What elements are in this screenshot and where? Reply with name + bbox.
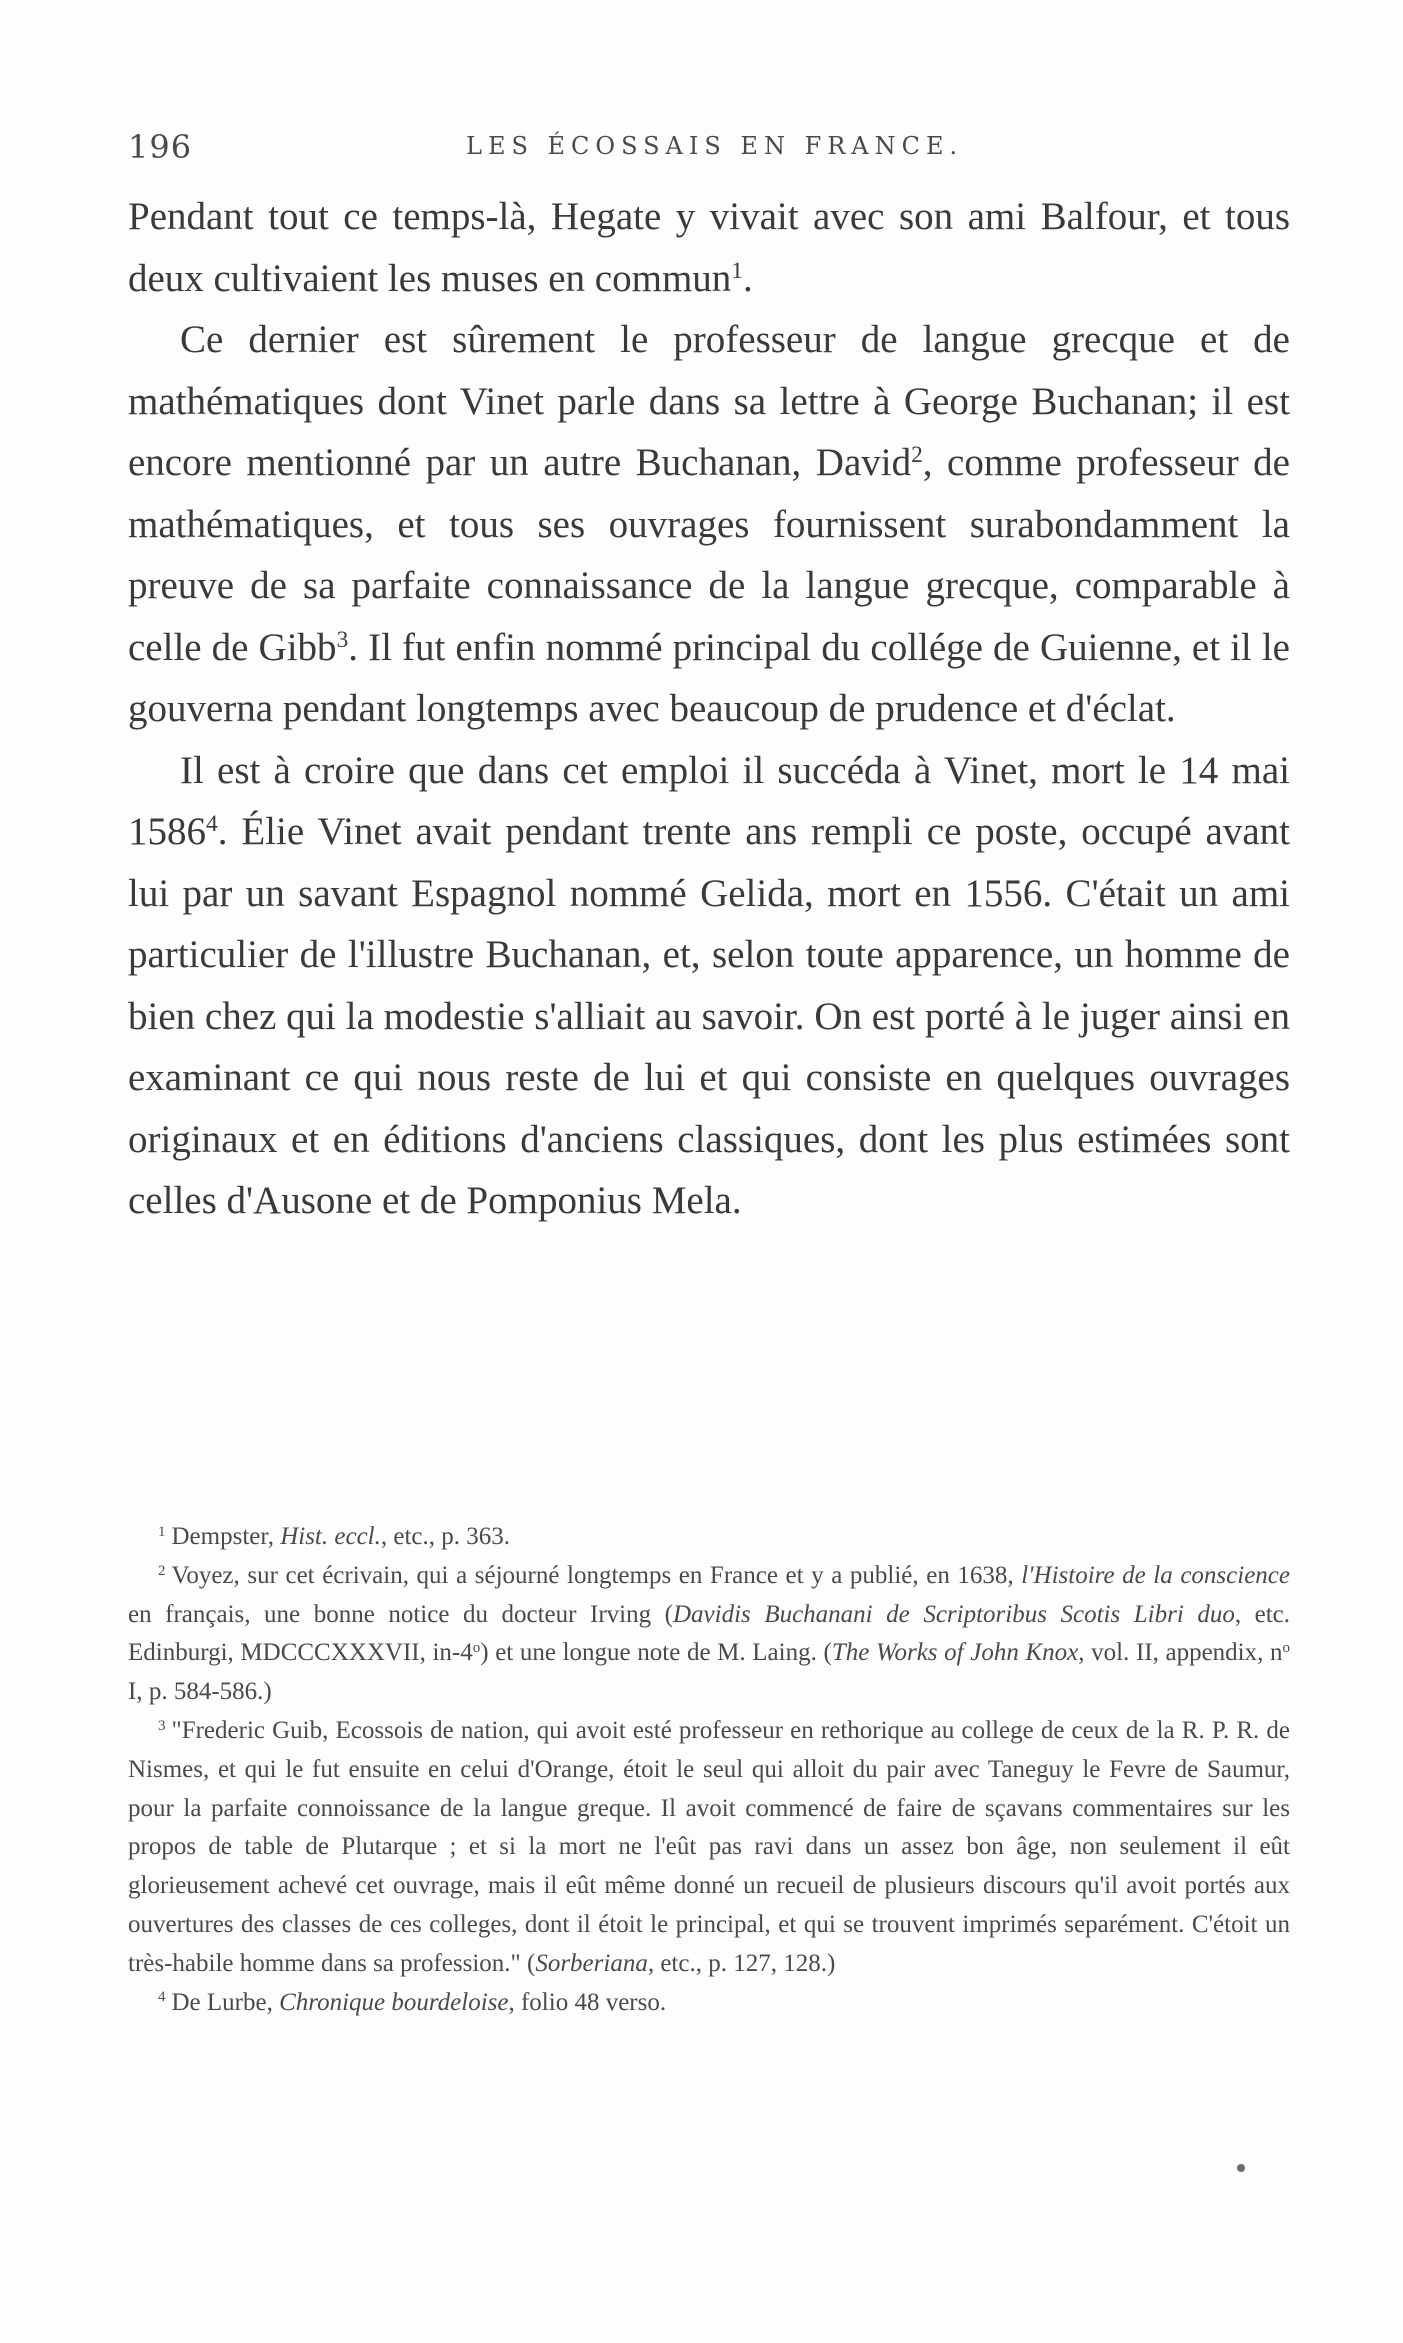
footnote-1: $^1$ Dempster, Hist. eccl., etc., p. 363. [158, 1523, 511, 1550]
footnote-ref[interactable]: 2 [911, 442, 923, 469]
paragraph: Pendant tout ce temps-là, Hegate y vivait avec son ami Balfour, et tous deux cultivaient les muses en commun$^1$. [128, 195, 1290, 300]
page-number: 196 [128, 128, 193, 166]
footnotes [128, 1518, 1290, 2022]
footnote-mark: 4 [158, 1989, 166, 2006]
paragraph: Il est à croire que dans cet emploi il succéda à Vinet, mort le 14 mai 1586$^4$. Élie Vinet avait pendant trente ans rempli ce poste, occupé avant lui par un savant Espagnol nommé Gelida, mort en 1556. C'était un ami particulier de l'illustre Buchanan, et, selon toute apparence, un homme de bien chez qui la modestie s'alliait au savoir. On est porté à le juger ainsi en examinant ce qui nous reste de lui et qui consiste en quelques ouvrages originaux et en éditions d'anciens classiques, dont les plus estimées sont celles d'Ausone et de Pomponius Mela. [128, 748, 1290, 1222]
ink-speck-icon [1237, 2164, 1245, 2172]
running-title: LES ÉCOSSAIS EN FRANCE. [466, 132, 964, 160]
footnote-mark: 3 [158, 1717, 166, 1734]
footnote-mark: 2 [158, 1562, 166, 1579]
footnote-ref[interactable]: 1 [731, 257, 743, 284]
footnote-3: $^3$ "Frederic Guib, Ecossois de nation, qui avoit esté professeur en rethorique au college de ceux de la R. P. R. de Nismes, et qui le fut ensuite en celui d'Orange, étoit le seul qui alloit du pair avec Taneguy le Fevre de Saumur, pour la parfaite connoissance de la langue greque. Il avoit commencé de faire de sçavans commentaires sur les propos de table de Plutarque ; et si la mort ne l'eût pas ravi dans un assez bon âge, non seulement il eût glorieusement achevé cet ouvrage, mais il eût même donné un recueil de plusieurs discours qu'il avoit portés aux ouvertures des classes de ces colleges, dont il étoit le principal, et qui se trouvent imprimés separément. C'étoit un très-habile homme dans sa profession." (Sorberiana, etc., p. 127, 128.) [128, 1716, 1290, 1977]
page-header [128, 128, 1288, 168]
footnote-2: $^2$ Voyez, sur cet écrivain, qui a séjourné longtemps en France et y a publié, en 1638, l'Histoire de la conscience en français, une bonne notice du docteur Irving (Davidis Buchanani de Scriptoribus Scotis Libri duo, etc. Edinburgi, MDCCCXXXVII, in-4$^o$) et une longue note de M. Laing. (The Works of John Knox, vol. II, appendix, $n^o$ I, p. 584-586.) [128, 1561, 1291, 1706]
paragraph: Ce dernier est sûrement le professeur de langue grecque et de mathématiques dont Vinet parle dans sa lettre à George Buchanan; il est encore mentionné par un autre Buchanan, David$^2$, comme professeur de mathématiques, et tous ses ouvrages fournissent surabondamment la preuve de sa parfaite connaissance de la langue grecque, comparable à celle de Gibb$^3$. Il fut enfin nommé principal du collége de Guienne, et il le gouverna pendant longtemps avec beaucoup de prudence et d'éclat. [128, 318, 1290, 730]
main-text [128, 186, 1290, 1232]
footnote-4: $^4$ De Lurbe, Chronique bourdeloise, folio 48 verso. [158, 1988, 667, 2016]
footnote-ref[interactable]: 3 [336, 626, 349, 653]
footnote-mark: 1 [158, 1523, 166, 1540]
footnote-ref[interactable]: 4 [206, 811, 218, 838]
